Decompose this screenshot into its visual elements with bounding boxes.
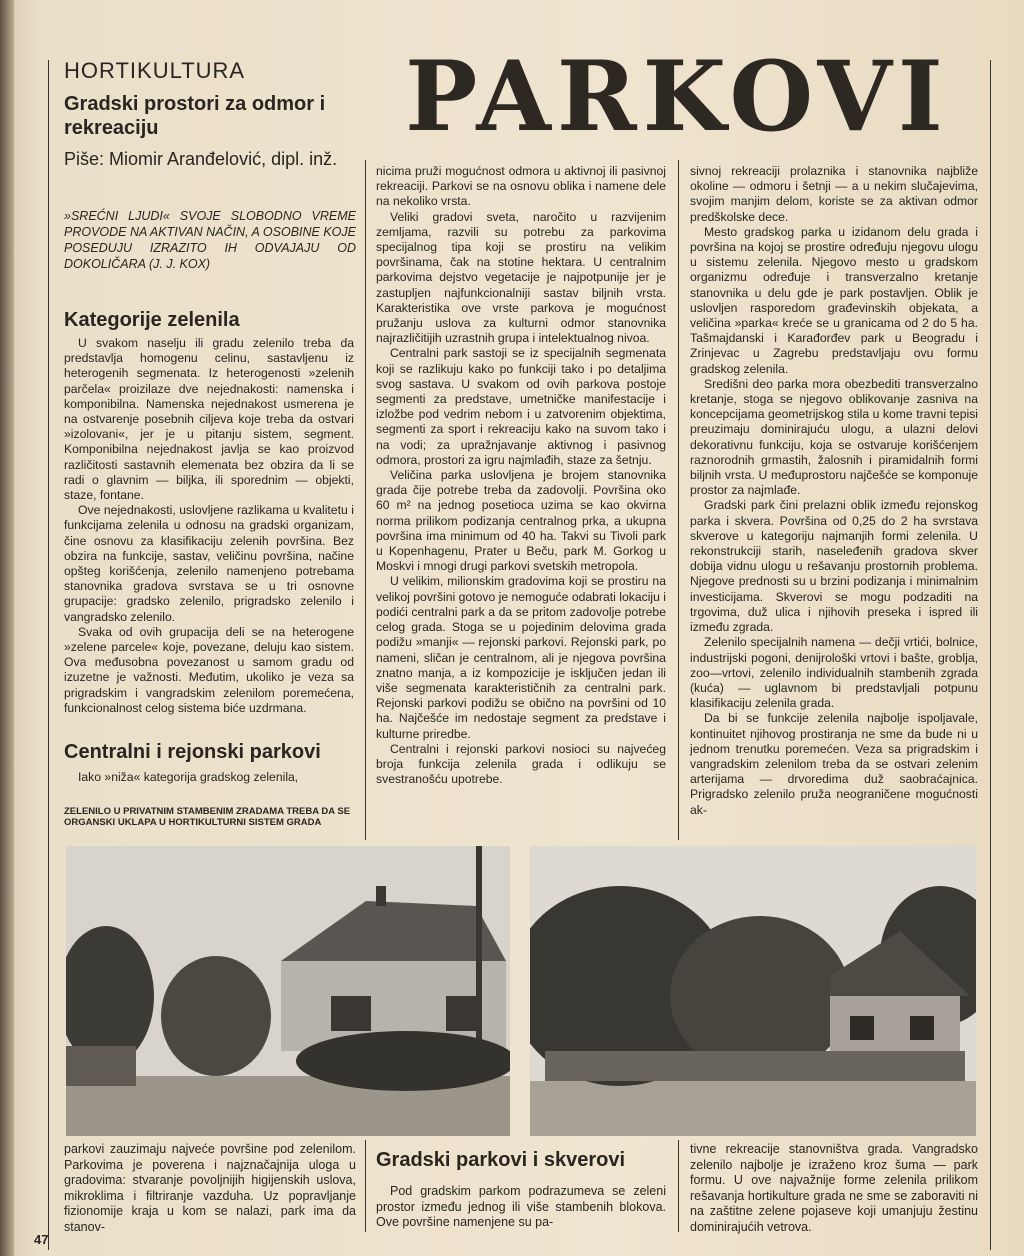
house-illustration-right xyxy=(530,846,976,1136)
column-1 xyxy=(64,336,354,716)
column-rule-1 xyxy=(365,160,366,840)
bottom-column-1 xyxy=(64,1142,356,1235)
paragraph: Pod gradskim parkom podrazumeva se zeleni prostor između jednog ili više stambenih blokova. Ove površine namenjene su pa- xyxy=(376,1184,666,1229)
paragraph: Veličina parka uslovljena je brojem stanovnika grada čije potrebe treba da zadovolji. Površina oko 60 m² na jednog posetioca uzima se kao okvirna norma prilikom podizanja centralnog prka, a ukupna površina ima minimum od 40 ha. Takvi su Tivoli park u Kopenhagenu, Prater u Beču, park M. Gorkog u Moskvi i mnogi drugi parkovi svetskih metropola. xyxy=(376,468,666,574)
paragraph: Veliki gradovi sveta, naročito u razvijenim zemljama, razvili su potrebu za parkovima specijalnog tipa koji se prostiru na velikim površinama, čak na stotine hektara. U centralnim parkovima dejstvo vegetacije je najpotpunije jer je zastupljen najfunkcionalniji sastav biljnih vrsta. Karakteristika ove vrste parkova je mogućnost pružanju uslova za kulturni odmor stanovnika najrazličitijih uzrastnih grupa i intelektualnog nivoa. xyxy=(376,209,666,346)
paragraph: U velikim, milionskim gradovima koji se prostiru na velikoj površini gotovo je nemoguće odabrati lokaciju i podići centralni park a da se pritom zadovolje potrebe celog grada. Stoga se u pojedinim delovima grada podižu »manji« — rejonski parkovi. Rejonski park, po nameni, sličan je centralnom, ali je njegova površina znatno manja, a iz kompozicije je isključen jedan ili više segmenata karakterističnih za centralni park. Rejonski parkovi podižu se obično na površini od 10 ha. Najčešće im nedostaje segment za predstave i kulturne priredbe. xyxy=(376,574,666,741)
paragraph: U svakom naselju ili gradu zelenilo treba da predstavlja homogenu celinu, sastavljenu iz heterogenih segmenata. Iz heterogenosti »zelenih parčela« proizilaze dve nejednakosti: namenska i komponibilna. Namenska nejednakost usmerena je na ostvarenje posebnih ciljeva koje treba da ostvari »izolovani«, jer je u pitanju sistem, segment. Komponibilna nejednakost javlja se kao proizvod različitosti sastavnih elemenata bez obzira da li se radi o glavnim — biljka, ili sporednim — objekti, staze, fontane. xyxy=(64,336,354,503)
paragraph: Da bi se funkcije zelenila najbolje ispoljavale, kontinuitet njihovog prostiranja ne sme da bude ni u jednom trenutku poremećen. Veza sa prigradskim i vangradskim zelenilom treba da se ostvari zelenim arterijama — drvoredima duž saobraćajnica. Prigradsko zelenilo pruža neograničene mogućnosti ak- xyxy=(690,711,978,817)
bottom-column-3 xyxy=(690,1142,978,1235)
bottom-column-2 xyxy=(376,1184,666,1231)
house-illustration-left xyxy=(66,846,510,1136)
paragraph: Mesto gradskog parka u izidanom delu grada i površina na kojoj se prostire određuju njegovu ulogu u sistemu zelenila. Njegovo mesto u gradskom organizmu određuje i transverzalno kretanje stanovnika u delu gde je park postavljen. Oblik je uslovljen rasporedom građevinskih objekata, a veličina »parka« kreće se u granicama od 2 do 5 ha. Tašmajdanski i Karađorđev park u Beogradu i Zrinjevac u Zagrebu predstavljaju ovu formu gradskog zelenila. xyxy=(690,224,978,376)
column-rule-bottom-1 xyxy=(365,1140,366,1232)
left-margin-rule xyxy=(48,60,49,1250)
heading-gradski: Gradski parkovi i skverovi xyxy=(376,1149,626,1171)
right-margin-rule xyxy=(990,60,991,1250)
paragraph: Središni deo parka mora obezbediti transverzalno kretanje, stoga se njegovo oblikovanje zasniva na koncepcijama geometrijskog stila u kome travni tepisi preuzimaju dominirajuću ulogu, a ulazni delovi dekorativnu funkciju, koja se ostvaruje korišćenjem raznorodnih grmastih, žalosnih i piramidalnih formi biljnih vrsta. U međuprostoru najčešće se komponuje prostor za najmlađe. xyxy=(690,376,978,498)
paragraph: Svaka od ovih grupacija deli se na heterogene »zelene parcele« koje, povezane, deluju kao sistem. Ova međusobna povezanost u samom gradu od izuzetne je važnosti. Međutim, ukoliko je veza sa prigradskim i vangradskim zelenilom poremećena, funkcionalnost celog sistema biće uzdrmana. xyxy=(64,624,354,715)
article-title: PARKOVI xyxy=(405,40,949,153)
paragraph: Centralni i rejonski parkovi nosioci su najvećeg broja funkcija zelenila grada i odlikuju se svestranošću upotrebe. xyxy=(376,741,666,787)
paragraph: parkovi zauzimaju najveće površine pod zelenilom. Parkovima je poverena i najznačajnija uloga u gradovima: stvaranje povoljnijih higijenskih uslova, mikroklima i filtriranje vazduha. Uz popravljanje fizionomije kraja u kom se nalazi, park ima da stanov- xyxy=(64,1142,356,1234)
house-photo-left xyxy=(66,846,510,1136)
article-subtitle: Gradski prostori za odmor i rekreaciju xyxy=(64,93,326,139)
author-byline: Piše: Miomir Aranđelović, dipl. inž. xyxy=(64,149,338,169)
column-rule-bottom-2 xyxy=(678,1140,679,1232)
column-rule-2 xyxy=(678,160,679,840)
page-spine-shadow xyxy=(0,0,14,1256)
paragraph: sivnoj rekreaciji prolaznika i stanovnika najbliže okoline — odmoru i šetnji — a u nekim slučajevima, svojim manjim delom, koriste se za aktivan odmor predškolske dece. xyxy=(690,164,978,224)
epigraph-quote: »SREĆNI LJUDI« SVOJE SLOBODNO VREME PROVODE NA AKTIVAN NAČIN, A OSOBINE KOJE POSEDUJU IZRAZITO IH ODVAJAJU OD DOKOLIČARA (J. J. KOX) xyxy=(64,209,356,271)
paragraph: Iako »niža« kategorija gradskog zelenila, xyxy=(78,770,299,784)
paragraph: Gradski park čini prelazni oblik između rejonskog parka i skvera. Površina od 0,25 do 2 ha svrstava skverove u kategoriju najmanjih formi zelenila. U rekonstrukciji starih, naseleđenih gradova skver dobija vidnu ulogu u rešavanju prostornih problema. Njegove prednosti su u brzini podizanja i minimalnim investicijama. Skverovi se mogu podzaditi na trgovima, duž ulica i njihovih preseka i ispred ili između zgrada. xyxy=(690,498,978,635)
paragraph: Centralni park sastoji se iz specijalnih segmenata koji se razlikuju kako po funkciji tako i po detaljima svog sastava. U svakom od ovih parkova postoje segmenti za predstave, umetničke manifestacije i izložbe pod vedrim nebom i u zatvorenim objektima, segmenti za sport i rekreaciju kako na suvom tako i na vodi; za upražnjavanje aktivnog i pasivnog odmora, prostori za igru najmlađih, staze za šetnju. xyxy=(376,346,666,467)
photo-caption: ZELENILO U PRIVATNIM STAMBENIM ZRADAMA TREBA DA SE ORGANSKI UKLAPA U HORTIKULTURNI SISTEM GRADA xyxy=(64,806,351,828)
page-number: 47 xyxy=(34,1232,49,1247)
paragraph: nicima pruži mogućnost odmora u aktivnoj ili pasivnoj rekreaciji. Parkovi se na osnovu oblika i namene dele na nekoliko vrsta. xyxy=(376,164,666,209)
column-1-tail xyxy=(64,770,354,785)
heading-kategorije: Kategorije zelenila xyxy=(64,309,240,331)
column-2 xyxy=(376,164,666,787)
paragraph: Zelenilo specijalnih namena — dečji vrtići, bolnice, industrijski pogoni, denijrološki vrtovi i bašte, groblja, zoo—vrtovi, zelenilo individualnih stambenih zgrada (kuća) — uglavnom bi predstavljali potpunu klasifikaciju zelenila grada. xyxy=(690,635,978,711)
house-photo-right xyxy=(530,846,976,1136)
paragraph: tivne rekreacije stanovništva grada. Vangradsko zelenilo najbolje je izraženo kroz šuma — park formu. U ove najvažnije forme zelenila prilikom rešavanja hortikulture grada ne sme se zaboraviti ni na zaštitne zelene pojaseve koji umanjuju žestinu dominirajućih vetrova. xyxy=(690,1142,978,1234)
heading-centralni: Centralni i rejonski parkovi xyxy=(64,741,321,763)
column-3 xyxy=(690,164,978,818)
section-label: HORTIKULTURA xyxy=(64,58,246,83)
paragraph: Ove nejednakosti, uslovljene razlikama u kvalitetu i funkcijama zelenila u odnosu na gradski organizam, čine osnovu za klasifikaciju zelenih površina. Bez obzira na funkcije, sastav, veličinu površina, načine opšteg korišćenja, zelenilo namenjeno potrebama stanovnika gradova svrstava se u tri osnovne grupacije: gradsko zelenilo, prigradsko zelenilo i vangradsko zelenilo. xyxy=(64,503,354,624)
